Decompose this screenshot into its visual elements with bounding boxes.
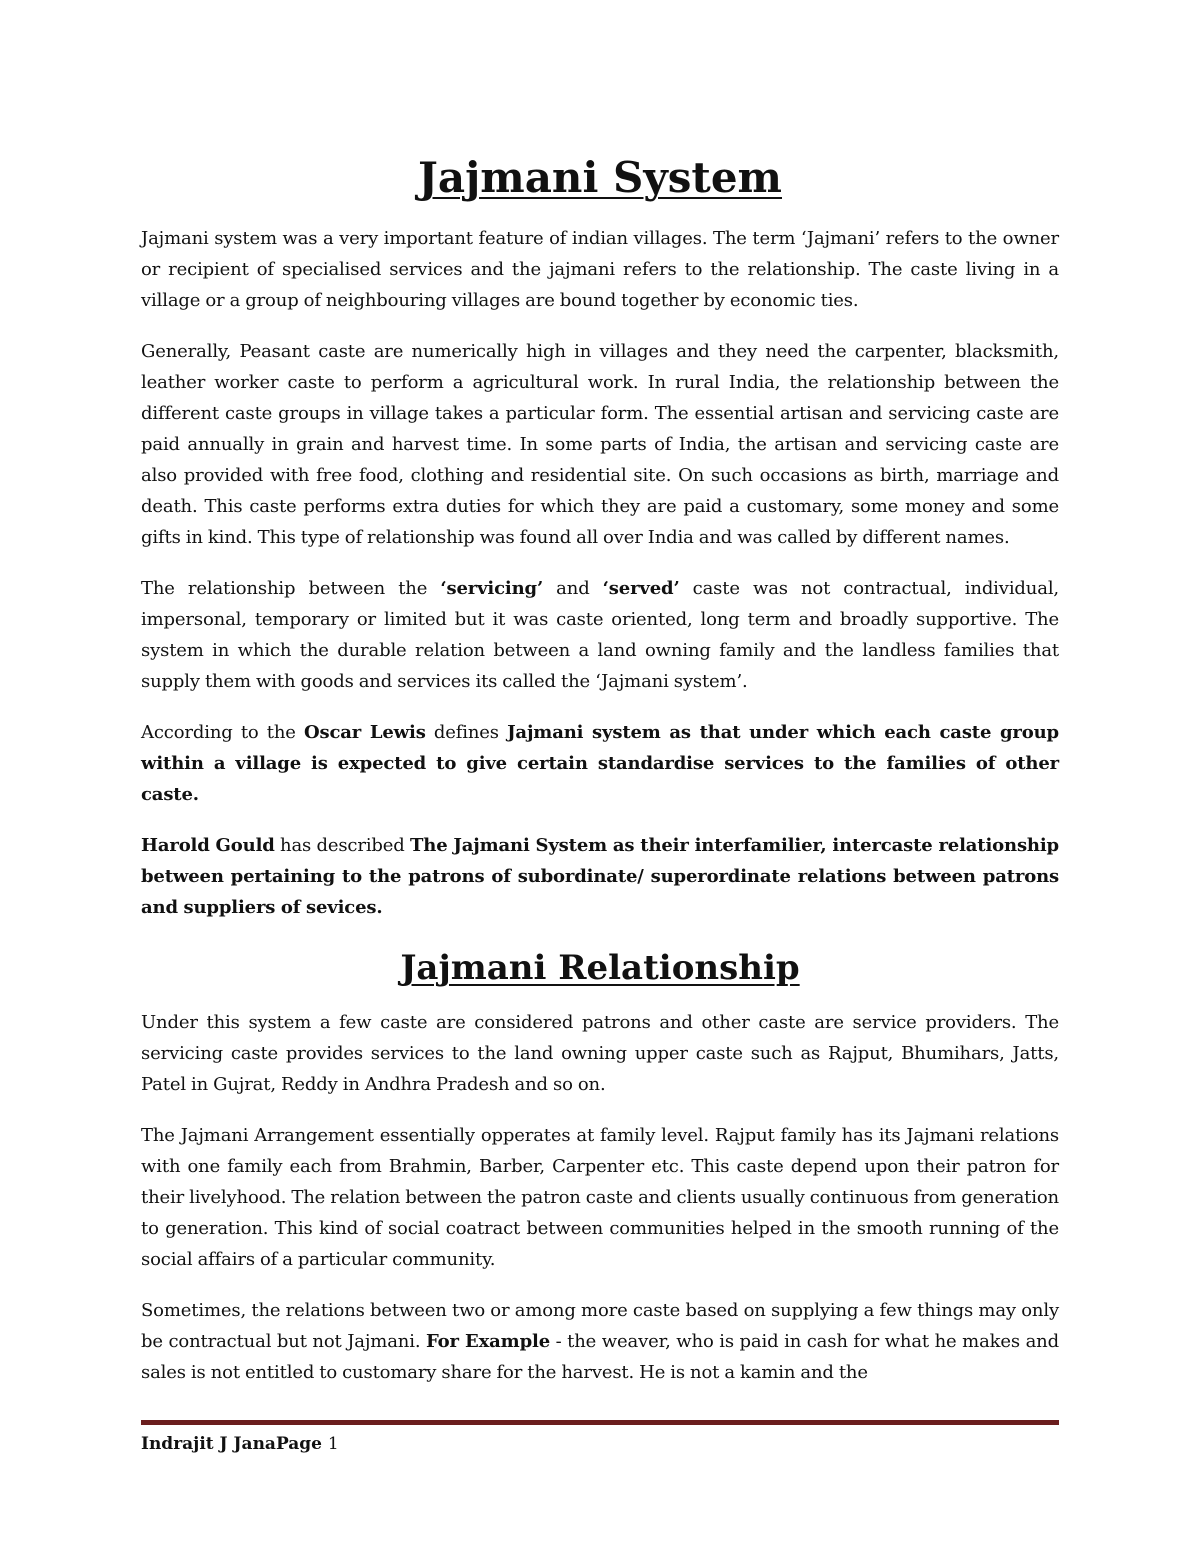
paragraph-intro: Jajmani system was a very important feature of indian villages. The term ‘Jajmani’ refers to the owner or recipient of specialised services and the jajmani refers to the relationship. The caste living in a village or a group of neighbouring villages are bound together by economic ties. xyxy=(141,228,1059,311)
bold-name-harold-gould: Harold Gould xyxy=(141,835,275,856)
paragraph-peasant-caste: Generally, Peasant caste are numerically high in villages and they need the carpenter, blacksmith, leather worker caste to perform a agricultural work. In rural India, the relationship between the different caste groups in village takes a particular form. The essential artisan and servicing caste are paid annually in grain and harvest time. In some parts of India, the artisan and servicing caste are also provided with free food, clothing and residential site. On such occasions as birth, marriage and death. This caste performs extra duties for which they are paid a customary, some money and some gifts in kind. This type of relationship was found all over India and was called by different names. xyxy=(141,341,1059,548)
text-run: The relationship between the xyxy=(141,578,441,599)
section-title: Jajmani Relationship xyxy=(400,948,800,988)
bold-definition: The Jajmani System as their interfamilier, intercaste relationship between pertaining to the patrons of subordinate/ superordinate relations between patrons and suppliers of sevices. xyxy=(141,835,1059,918)
footer-page-label: Page xyxy=(275,1434,328,1454)
paragraph-oscar-lewis xyxy=(141,717,1059,810)
text-run: According to the xyxy=(141,722,304,743)
paragraph-patrons: Under this system a few caste are considered patrons and other caste are service providers. The servicing caste provides services to the land owning upper caste such as Rajput, Bhumihars, Jatts, Patel in Gujrat, Reddy in Andhra Pradesh and so on. xyxy=(141,1012,1059,1095)
bold-term-servicing: ‘servicing’ xyxy=(440,578,544,599)
paragraph-contractual xyxy=(141,1295,1059,1388)
page-footer xyxy=(141,1434,339,1454)
footer-page-number: 1 xyxy=(327,1434,339,1454)
text-run: defines xyxy=(425,722,508,743)
page-content xyxy=(141,148,1059,1408)
text-run: - the weaver, who is paid in cash for what he makes and sales is not entitled to customary share for the harvest. He is not a kamin and the xyxy=(141,1331,1060,1383)
footer-divider xyxy=(141,1420,1059,1425)
paragraph-relationship xyxy=(141,573,1059,697)
paragraph-harold-gould xyxy=(141,830,1059,923)
bold-definition: Jajmani system as that under which each caste group within a village is expected to give certain standardise services to the families of other caste. xyxy=(141,722,1059,805)
text-run: and xyxy=(543,578,603,599)
footer-author: Indrajit J Jana xyxy=(141,1434,276,1454)
bold-name-oscar-lewis: Oscar Lewis xyxy=(303,722,426,743)
text-run: has described xyxy=(274,835,411,856)
page-title: Jajmani System xyxy=(418,153,782,202)
paragraph-family-level: The Jajmani Arrangement essentially opperates at family level. Rajput family has its Jajmani relations with one family each from Brahmin, Barber, Carpenter etc. This caste depend upon their patron for their livelyhood. The relation between the patron caste and clients usually continuous from generation to generation. This kind of social coatract between communities helped in the smooth running of the social affairs of a particular community. xyxy=(141,1125,1059,1270)
text-run: Sometimes, the relations between two or among more caste based on supplying a few things may only be contractual but not Jajmani. xyxy=(141,1300,1059,1352)
text-run: caste was not contractual, individual, impersonal, temporary or limited but it was caste oriented, long term and broadly supportive. The system in which the durable relation between a land owning family and the landless families that supply them with goods and services its called the ‘Jajmani system’. xyxy=(141,578,1059,692)
bold-term-served: ‘served’ xyxy=(602,578,680,599)
bold-for-example: For Example xyxy=(426,1331,550,1352)
